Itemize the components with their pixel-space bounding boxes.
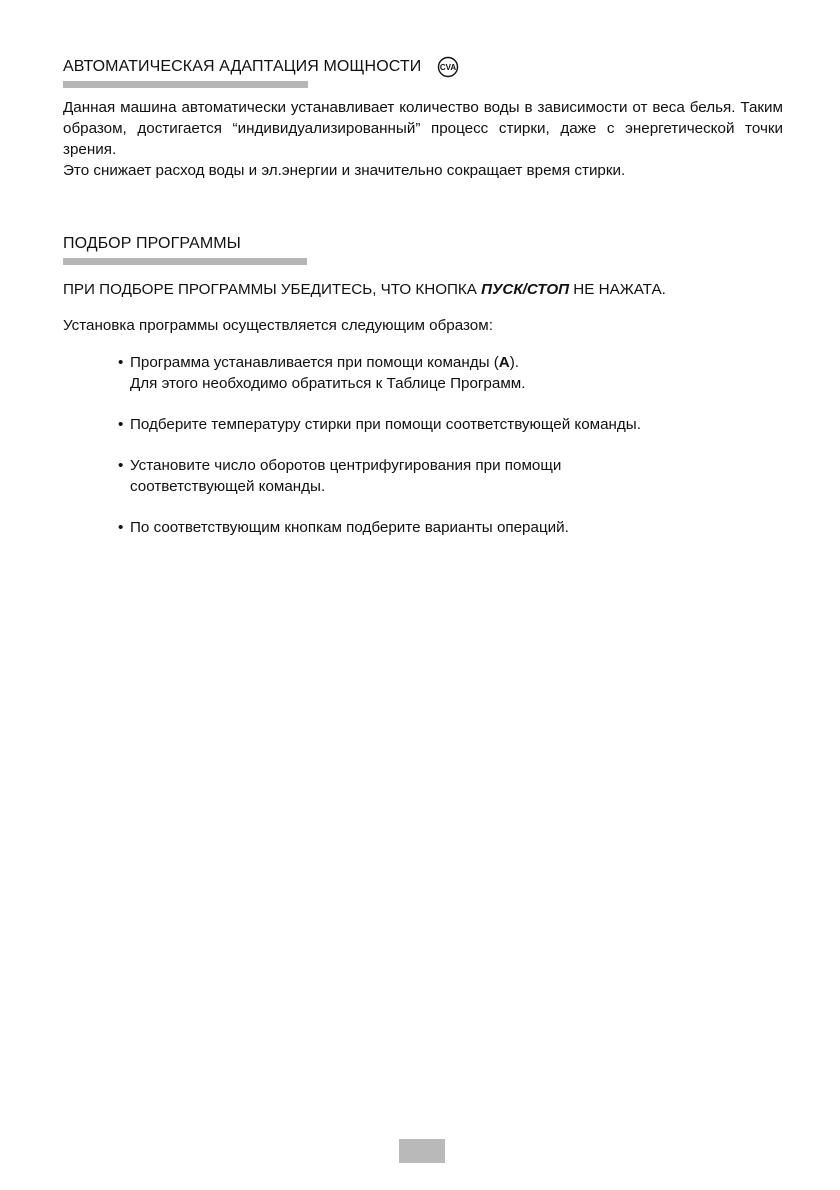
paragraph: Данная машина автоматически устанавливает количество воды в зависимости от веса белья. Таким образом, достигается “индивидуализированный” процесс стирки, даже с энергетической точки зрения. (63, 99, 783, 158)
list-item (118, 414, 783, 435)
warning-text (63, 279, 783, 300)
section-heading: АВТОМАТИЧЕСКАЯ АДАПТАЦИЯ МОЩНОСТИ (63, 58, 422, 75)
heading-underline (63, 258, 307, 265)
list-item-text: Программа устанавливается при помощи команды ( (130, 354, 499, 371)
section-power-adaptation (63, 55, 783, 181)
list-item (118, 455, 783, 497)
instruction-list (63, 352, 783, 538)
heading-underline (63, 81, 308, 88)
paragraph: Это снижает расход воды и эл.энергии и значительно сокращает время стирки. (63, 162, 626, 179)
section-heading: ПОДБОР ПРОГРАММЫ (63, 235, 241, 252)
list-item-text: Подберите температуру стирки при помощи соответствующей команды. (130, 416, 641, 433)
command-code: A (498, 354, 510, 371)
list-item-text: По соответствующим кнопкам подберите варианты операций. (130, 519, 569, 536)
list-item-continuation: Для этого необходимо обратиться к Таблице Программ. (130, 375, 526, 392)
bullet-icon: • (118, 354, 124, 371)
cva-logo-icon (437, 56, 459, 78)
list-item-continuation: соответствующей команды. (130, 478, 326, 495)
bullet-icon: • (118, 519, 124, 536)
list-item (118, 517, 783, 538)
section-heading-row (63, 55, 783, 79)
warning-suffix: НЕ НАЖАТА. (569, 281, 666, 298)
section-program-selection (63, 232, 783, 558)
intro-text: Установка программы осуществляется следующим образом: (63, 317, 493, 334)
page-number-box (399, 1139, 445, 1163)
cva-logo-text: CVA (440, 63, 457, 73)
list-item (118, 352, 783, 394)
start-stop-key-label: ПУСК/СТОП (481, 281, 570, 298)
paragraph-block (63, 97, 783, 181)
warning-prefix: ПРИ ПОДБОРЕ ПРОГРАММЫ УБЕДИТЕСЬ, ЧТО КНОПКА (63, 281, 482, 298)
bullet-icon: • (118, 457, 124, 474)
list-item-tail: ). (509, 354, 520, 371)
section-heading-row (63, 232, 783, 256)
list-item-text: Установите число оборотов центрифугирования при помощи (130, 457, 562, 474)
bullet-icon: • (118, 416, 124, 433)
